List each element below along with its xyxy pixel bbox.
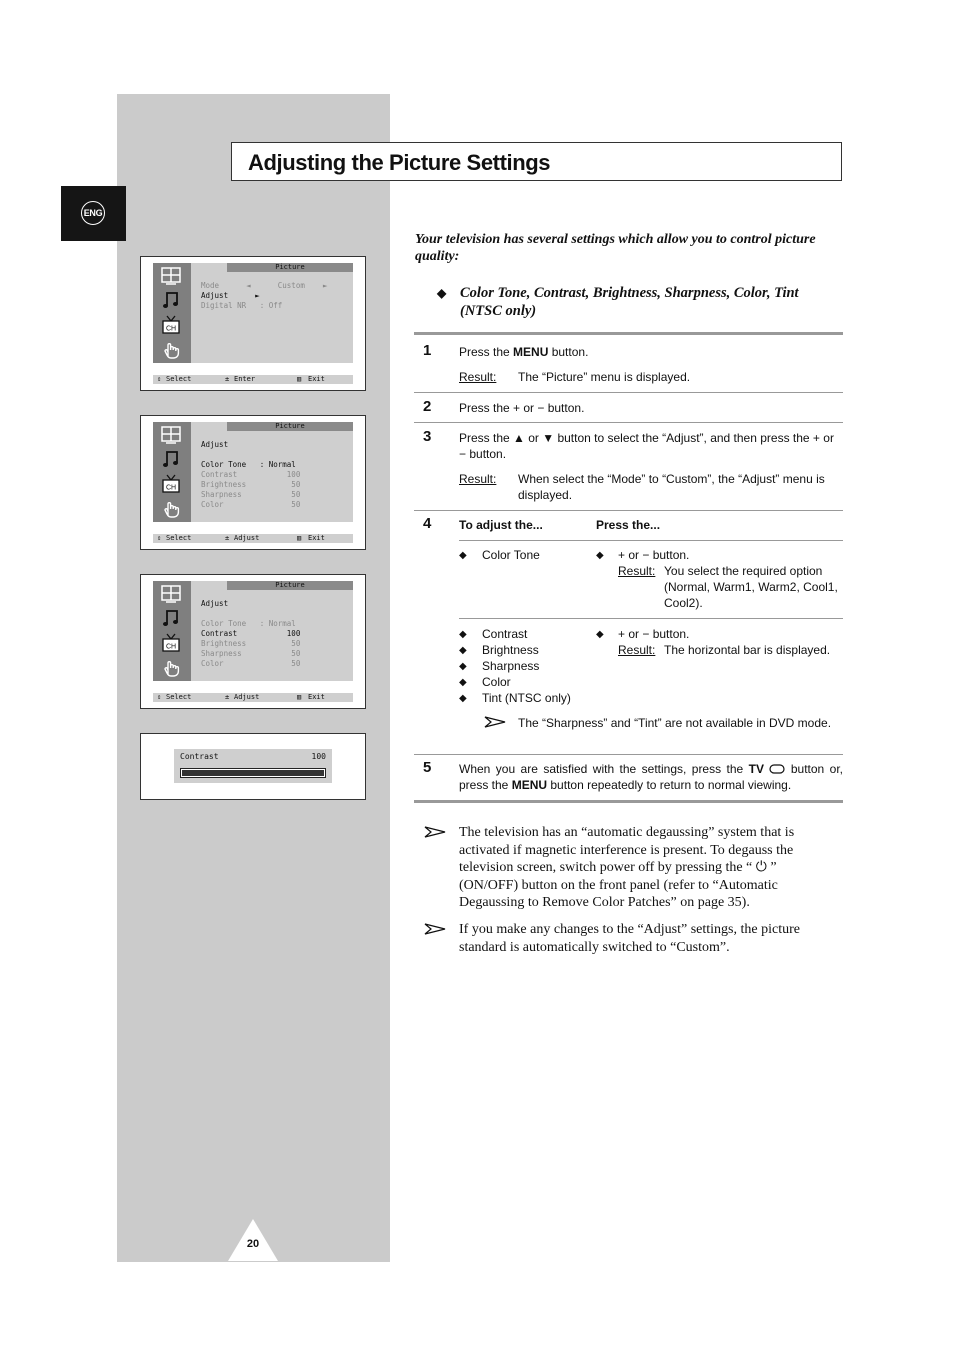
step-5-text: When you are satisfied with the settings, press the TV button or, press the MENU button repeatedly to return to normal viewing. xyxy=(459,762,843,792)
setup-hand-icon xyxy=(161,657,181,677)
osd-footer-select: Select xyxy=(166,693,192,701)
diamond-bullet-icon: ◆ xyxy=(459,629,467,640)
diamond-bullet-icon: ◆ xyxy=(459,661,467,672)
osd-header: Picture xyxy=(227,263,353,272)
osd-line: Color 50 xyxy=(201,500,301,509)
sound-icon xyxy=(161,290,181,310)
contrast-bar-screen xyxy=(140,733,366,800)
press-instruction: + or − button. xyxy=(618,548,690,562)
adjust-item: Tint (NTSC only) xyxy=(482,691,571,705)
result-label: Result: xyxy=(459,472,497,486)
osd-line: Adjust ► xyxy=(201,291,260,300)
diamond-bullet-icon: ◆ xyxy=(459,693,467,704)
picture-icon xyxy=(161,584,181,604)
step-1-text: Press the MENU button. xyxy=(459,345,589,359)
osd-line: Digital NR : Off xyxy=(201,301,283,310)
osd-footer-action: Adjust xyxy=(234,534,260,542)
bar-result: The horizontal bar is displayed. xyxy=(664,643,831,657)
contrast-bar-value: 100 xyxy=(311,752,326,761)
tv-button-icon xyxy=(769,764,785,774)
picture-icon xyxy=(161,425,181,445)
divider xyxy=(459,618,843,619)
divider xyxy=(414,510,843,511)
result-label: Result: xyxy=(618,643,656,657)
language-tab xyxy=(61,186,126,241)
osd-footer xyxy=(153,534,353,543)
osd-footer-exit: Exit xyxy=(308,375,325,383)
step-number: 1 xyxy=(423,342,432,359)
setup-hand-icon xyxy=(161,339,181,359)
channel-icon xyxy=(161,315,181,335)
setup-hand-icon xyxy=(161,498,181,518)
divider xyxy=(459,540,843,541)
osd-line: Color 50 xyxy=(201,659,301,668)
result-label: Result: xyxy=(618,564,656,578)
diamond-bullet-icon: ◆ xyxy=(437,286,447,300)
updown-icon: ⇕ xyxy=(157,534,162,542)
title-box xyxy=(231,142,842,181)
degaussing-note: The television has an “automatic degaussing” system that is activated if magnetic interference is present. To degauss the television screen, switch power off by pressing the “ ⏻ ” (ON/OFF) button on the front panel (refer to “Automatic Degaussing to Remove Color Patches” on page 35). xyxy=(459,825,795,910)
contrast-bar-label: Contrast xyxy=(180,752,219,761)
menu-icon: ▥ xyxy=(297,375,302,383)
osd-menu xyxy=(153,422,353,522)
osd-line: Adjust xyxy=(201,440,229,449)
updown-icon: ⇕ xyxy=(157,693,162,701)
note-arrow-icon xyxy=(424,923,446,935)
svg-text:CH: CH xyxy=(165,643,177,651)
menu-icon: ▥ xyxy=(297,693,302,701)
plusminus-icon: ± xyxy=(225,375,230,383)
tv-screen-3 xyxy=(140,574,366,709)
picture-icon xyxy=(161,266,181,286)
sound-icon xyxy=(161,608,181,628)
step-number: 2 xyxy=(423,398,432,415)
plusminus-icon: ± xyxy=(225,693,230,701)
step-number: 5 xyxy=(423,759,432,776)
osd-footer-action: Enter xyxy=(234,375,256,383)
step-2-text: Press the + or − button. xyxy=(459,401,585,415)
osd-line: Mode ◄ Custom ► xyxy=(201,281,328,290)
language-badge: ENG xyxy=(81,201,105,225)
color-tone-result: You select the required option (Normal, Warm1, Warm2, Cool1, Cool2). xyxy=(664,564,838,610)
osd-line: Color Tone : Normal xyxy=(201,619,296,628)
svg-text:CH: CH xyxy=(165,484,177,492)
note-arrow-icon xyxy=(484,716,506,728)
diamond-bullet-icon: ◆ xyxy=(459,550,467,561)
osd-line: Contrast 100 xyxy=(201,470,301,479)
custom-note: If you make any changes to the “Adjust” settings, the picture standard is automatically switched to “Custom”. xyxy=(459,922,800,955)
adjust-item: Color xyxy=(482,675,511,689)
column-header-adjust: To adjust the... xyxy=(459,518,543,532)
divider xyxy=(414,800,843,803)
osd-footer-action: Adjust xyxy=(234,693,260,701)
adjust-item: Color Tone xyxy=(482,548,540,562)
sound-icon xyxy=(161,449,181,469)
osd-icon-column xyxy=(153,581,191,681)
osd-line: Adjust xyxy=(201,599,229,608)
diamond-bullet-icon: ◆ xyxy=(596,550,604,561)
adjust-item: Brightness xyxy=(482,643,539,657)
channel-icon xyxy=(161,633,181,653)
divider xyxy=(414,332,843,335)
tv-screen-1 xyxy=(140,256,366,391)
divider xyxy=(414,422,843,423)
osd-line: Brightness 50 xyxy=(201,639,301,648)
osd-footer xyxy=(153,375,353,384)
note-arrow-icon xyxy=(424,826,446,838)
osd-header: Picture xyxy=(227,422,353,431)
intro-text: Your television has several settings which allow you to control picture quality: xyxy=(415,232,816,264)
page-number: 20 xyxy=(246,1238,260,1250)
osd-icon-column xyxy=(153,263,191,363)
step-number: 3 xyxy=(423,428,432,445)
contrast-bar-panel xyxy=(174,749,332,783)
diamond-bullet-icon: ◆ xyxy=(459,645,467,656)
osd-footer-select: Select xyxy=(166,534,192,542)
step-3-result: When select the “Mode” to “Custom”, the “Adjust” menu is displayed. xyxy=(518,472,825,502)
step-4-note: The “Sharpness” and “Tint” are not available in DVD mode. xyxy=(518,716,832,730)
result-label: Result: xyxy=(459,370,497,384)
channel-icon xyxy=(161,474,181,494)
osd-footer xyxy=(153,693,353,702)
osd-footer-select: Select xyxy=(166,375,192,383)
divider xyxy=(414,754,843,755)
osd-footer-exit: Exit xyxy=(308,693,325,701)
osd-line: Color Tone : Normal xyxy=(201,460,296,469)
diamond-bullet-icon: ◆ xyxy=(596,629,604,640)
page-title: Adjusting the Picture Settings xyxy=(248,150,551,175)
step-1-result: The “Picture” menu is displayed. xyxy=(518,370,691,384)
adjust-item: Sharpness xyxy=(482,659,540,673)
osd-line: Sharpness 50 xyxy=(201,490,301,499)
step-number: 4 xyxy=(423,515,432,532)
contrast-bar-fill xyxy=(182,770,324,776)
svg-text:CH: CH xyxy=(165,325,177,333)
osd-line: Sharpness 50 xyxy=(201,649,301,658)
osd-line: Contrast 100 xyxy=(201,629,301,638)
contrast-bar-track xyxy=(180,768,326,778)
tv-screen-2 xyxy=(140,415,366,550)
osd-icon-column xyxy=(153,422,191,522)
osd-menu xyxy=(153,263,353,363)
subheading-text: Color Tone, Contrast, Brightness, Sharpness, Color, Tint (NTSC only) xyxy=(460,285,799,319)
diamond-bullet-icon: ◆ xyxy=(459,677,467,688)
menu-icon: ▥ xyxy=(297,534,302,542)
plusminus-icon: ± xyxy=(225,534,230,542)
osd-line: Brightness 50 xyxy=(201,480,301,489)
step-3-text: Press the ▲ or ▼ button to select the “Adjust”, and then press the + or − button. xyxy=(459,431,834,461)
updown-icon: ⇕ xyxy=(157,375,162,383)
press-instruction: + or − button. xyxy=(618,627,690,641)
divider xyxy=(414,392,843,393)
column-header-press: Press the... xyxy=(596,518,661,532)
osd-footer-exit: Exit xyxy=(308,534,325,542)
osd-header: Picture xyxy=(227,581,353,590)
osd-menu xyxy=(153,581,353,681)
adjust-item: Contrast xyxy=(482,627,528,641)
